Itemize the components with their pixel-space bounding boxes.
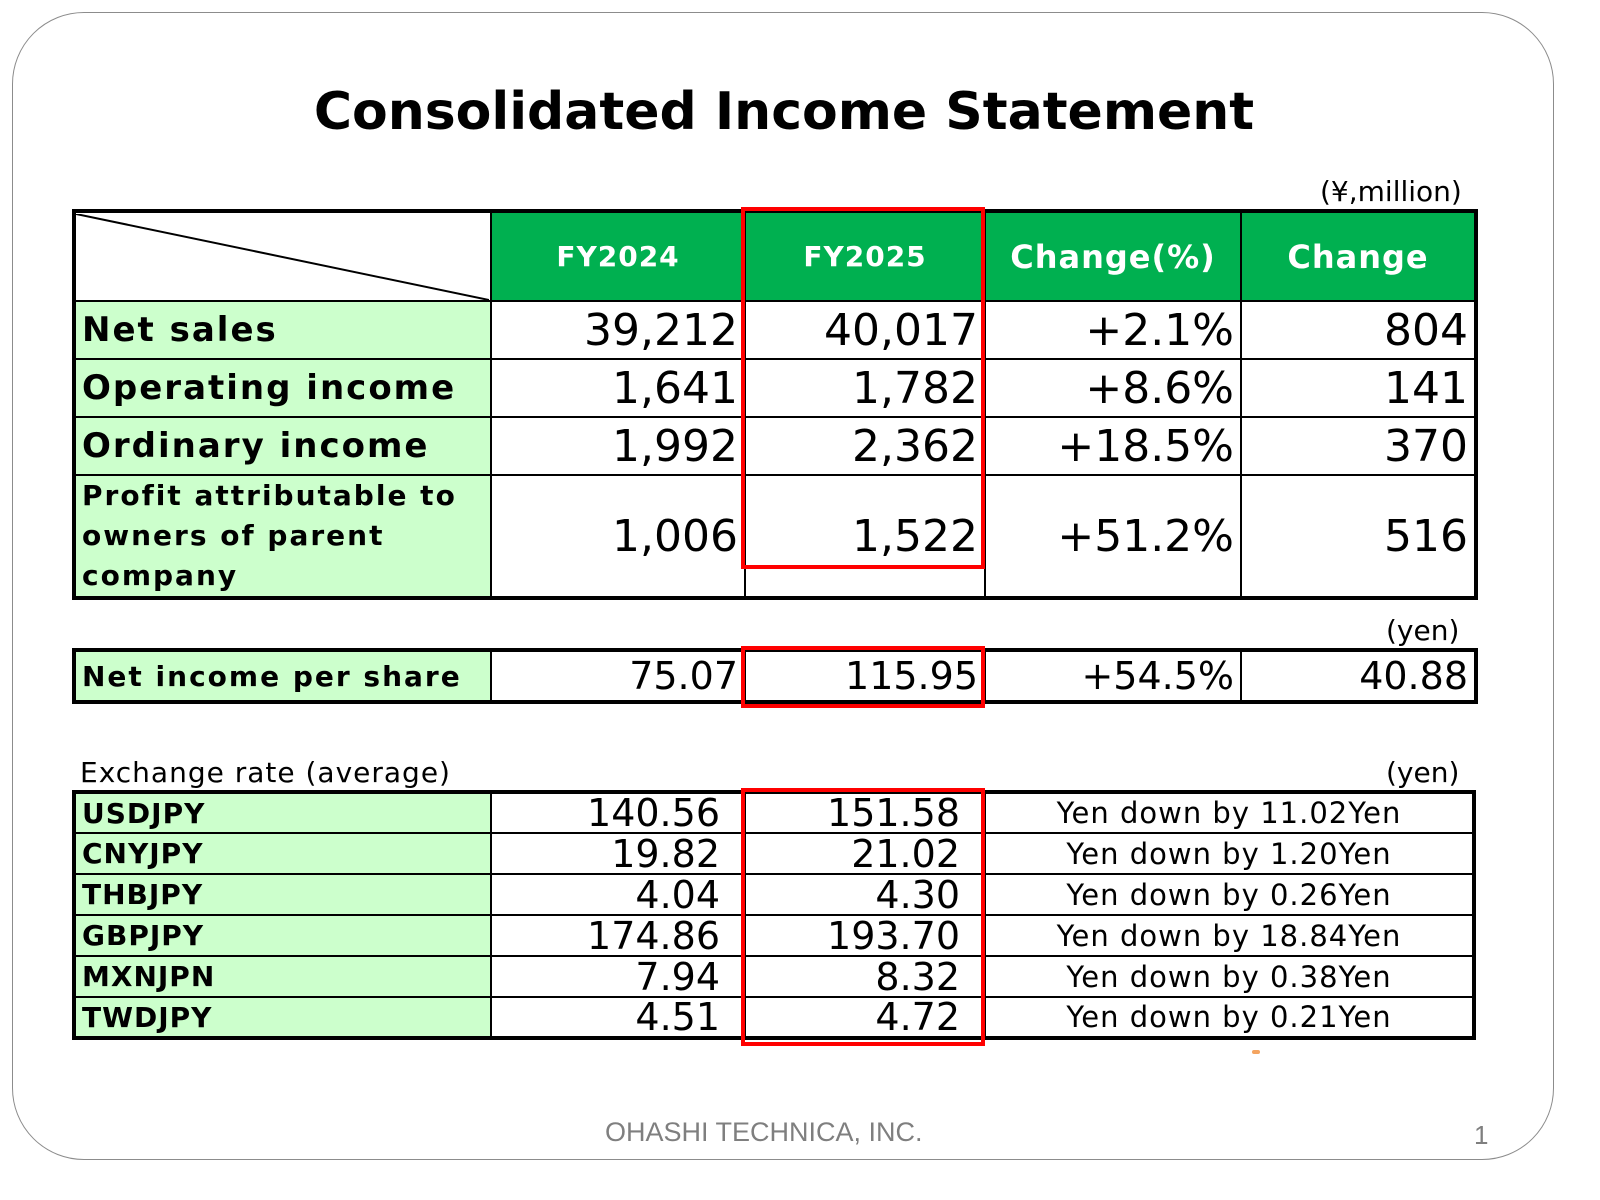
fx-cnyjpy-note: Yen down by 1.20Yen [985,833,1474,874]
header-change: Change [1241,211,1476,301]
eps-fy2025: 115.95 [745,650,985,702]
operating-income-change: 141 [1241,359,1476,417]
fx-pair-twdjpy: TWDJPY [74,997,491,1038]
fx-twdjpy-note: Yen down by 0.21Yen [985,997,1474,1038]
table-row [74,475,1476,598]
net-sales-change-pct: +2.1% [985,301,1241,359]
profit-change: 516 [1241,475,1476,598]
header-change-pct: Change(%) [985,211,1241,301]
fx-pair-gbpjpy: GBPJPY [74,915,491,956]
income-unit-note: (¥,million) [1320,175,1462,208]
page-number: 1 [1474,1120,1489,1150]
fx-heading: Exchange rate (average) [80,756,451,789]
table-row [74,915,1474,956]
table-row [74,833,1474,874]
row-label-profit-attributable [74,475,491,598]
fx-gbpjpy-fy2024: 174.86 [491,915,745,956]
fx-pair-thbjpy: THBJPY [74,874,491,915]
fx-usdjpy-fy2024: 140.56 [491,792,745,833]
table-row [74,874,1474,915]
fx-usdjpy-fy2025: 151.58 [745,792,985,833]
fx-twdjpy-fy2024: 4.51 [491,997,745,1038]
fx-gbpjpy-note: Yen down by 18.84Yen [985,915,1474,956]
profit-fy2025: 1,522 [745,475,985,598]
fx-usdjpy-note: Yen down by 11.02Yen [985,792,1474,833]
fx-thbjpy-fy2024: 4.04 [491,874,745,915]
table-row [74,997,1474,1038]
fx-gbpjpy-fy2025: 193.70 [745,915,985,956]
diagonal-line-icon [76,214,489,300]
row-label-operating-income: Operating income [74,359,491,417]
net-sales-fy2025: 40,017 [745,301,985,359]
table-row [74,650,1476,702]
fx-pair-cnyjpy: CNYJPY [74,833,491,874]
fx-pair-usdjpy: USDJPY [74,792,491,833]
net-sales-fy2024: 39,212 [491,301,745,359]
table-row [74,359,1476,417]
fx-mxnjpn-note: Yen down by 0.38Yen [985,956,1474,997]
profit-label-line1: Profit attributable to [82,479,457,512]
operating-income-fy2025: 1,782 [745,359,985,417]
fx-thbjpy-fy2025: 4.30 [745,874,985,915]
profit-fy2024: 1,006 [491,475,745,598]
operating-income-change-pct: +8.6% [985,359,1241,417]
stray-mark [1252,1050,1260,1054]
profit-change-pct: +51.2% [985,475,1241,598]
row-label-eps: Net income per share [74,650,491,702]
income-table [72,209,1478,600]
fx-twdjpy-fy2025: 4.72 [745,997,985,1038]
net-sales-change: 804 [1241,301,1476,359]
eps-unit-note: (yen) [1386,614,1460,647]
fx-pair-mxnjpn: MXNJPN [74,956,491,997]
fx-table [72,790,1476,1040]
ordinary-income-fy2025: 2,362 [745,417,985,475]
table-row [74,792,1474,833]
operating-income-fy2024: 1,641 [491,359,745,417]
ordinary-income-change: 370 [1241,417,1476,475]
fx-cnyjpy-fy2024: 19.82 [491,833,745,874]
ordinary-income-fy2024: 1,992 [491,417,745,475]
fx-mxnjpn-fy2024: 7.94 [491,956,745,997]
table-row [74,956,1474,997]
profit-label-line2: owners of parent company [82,519,385,592]
eps-change: 40.88 [1241,650,1476,702]
diagonal-header-cell [74,211,491,301]
eps-table [72,648,1478,704]
eps-fy2024: 75.07 [491,650,745,702]
footer-company: OHASHI TECHNICA, INC. [605,1117,923,1147]
header-fy2025: FY2025 [745,211,985,301]
row-label-ordinary-income: Ordinary income [74,417,491,475]
ordinary-income-change-pct: +18.5% [985,417,1241,475]
eps-change-pct: +54.5% [985,650,1241,702]
fx-unit-note: (yen) [1386,756,1460,789]
table-row [74,417,1476,475]
fx-thbjpy-note: Yen down by 0.26Yen [985,874,1474,915]
fx-cnyjpy-fy2025: 21.02 [745,833,985,874]
page-title: Consolidated Income Statement [313,82,1255,142]
table-row [74,301,1476,359]
row-label-net-sales: Net sales [74,301,491,359]
header-fy2024: FY2024 [491,211,745,301]
fx-mxnjpn-fy2025: 8.32 [745,956,985,997]
